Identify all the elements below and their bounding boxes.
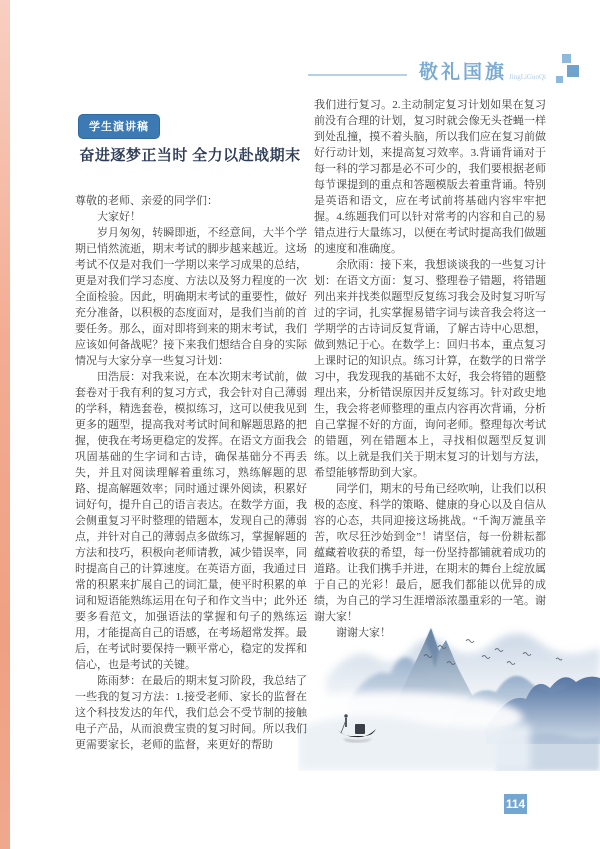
- paragraph: 田浩辰：对我来说，在本次期末考试前，做套卷对于我有利的复习方式，我会针对自己薄弱的学科，精选套卷，模拟练习，这可以使我见到更多的题型，提高我对考试时间和解题思路的把握，使我在考场更稳定的发挥。在语文方面我会巩固基础的生字词和古诗，确保基础分不再丢失，并且对阅读理解着重练习，熟练解题的思路、提高解题效率；同时通过课外阅读，积累好词好句，提升自己的语言表达。在数学方面，我会侧重复习平时整理的错题本，发现自己的薄弱点，并针对自己的薄弱点多做练习，掌握解题的方法和技巧，积极向老师请教，减少错误率，同时提高自己的计算速度。在英语方面，我通过日常的积累来扩展自己的词汇量，使平时积累的单词和短语能熟练运用在句子和作文当中；此外还要多看范文，加强语法的掌握和句子的熟练运用，才能提高自己的语感，在考场超常发挥。最后，在考试时要保持一颗平常心，稳定的发挥和信心，也是考试的关键。: [75, 371, 307, 671]
- pixel-squares-icon: [550, 52, 580, 88]
- section-subtitle: JingLiGuoQi: [509, 73, 546, 81]
- paragraph: 大家好！: [97, 211, 141, 223]
- paragraph: 陈雨梦：在最后的期末复习阶段，我总结了一些我的复习方法：1.接受老师、家长的监督在这个科技发达的年代，我们总会不受节制的接触电子产品，从而浪费宝贵的复习时间。所以我们更需要家长，老师的监督，来更好的帮助: [75, 675, 307, 751]
- text-column-left: [75, 193, 307, 753]
- paragraph: 同学们，期末的号角已经吹响，让我们以积极的态度、科学的策略、健康的身心以及自信从容的心态，共同迎接这场挑战。“千淘万漉虽辛苦，吹尽狂沙始到金”！请坚信，每一份耕耘都蕴藏着收获的希望，每一份坚持都铺就着成功的道路。让我们携手并进，在期末的舞台上绽放属于自己的光彩！最后，愿我们都能以优异的成绩，为自己的学习生涯增添浓墨重彩的一笔。谢谢大家！: [314, 483, 546, 623]
- paragraph: 我们进行复习。2.主动制定复习计划如果在复习前没有合理的计划，复习时就会像无头苍蝇一样到处乱撞，摸不着头脑，所以我们应在复习前做好行动计划，来提高复习效率。3.背诵背诵对于每一科的学习都是必不可少的，我们要根据老师每节课提到的重点和答题模版去着重背诵。特别是英语和语文，应在考试前将基础内容牢牢把握。4.练题我们可以针对常考的内容和自己的易错点进行大量练习，以便在考试时提高我们做题的速度和准确度。: [314, 99, 546, 255]
- article-type-badge: 学生演讲稿: [78, 114, 160, 139]
- page-number-badge: 114: [504, 794, 527, 814]
- text-column-right: [314, 97, 546, 641]
- salutation-line: 尊敬的老师、亲爱的同学们：: [75, 195, 218, 207]
- header-divider-line: [308, 74, 407, 76]
- paragraph: 岁月匆匆，转瞬即逝，不经意间，大半个学期已悄然流逝，期末考试的脚步越来越近。这场考试不仅是对我们一学期以来学习成果的总结，更是对我们学习态度、方法以及努力程度的一次全面检验。因此，明确期末考试的重要性，做好充分准备，以积极的态度面对，是我们当前的首要任务。那么，面对即将到来的期末考试，我们应该如何备战呢？接下来我们想结合自身的实际情况与大家分享一些复习计划：: [75, 227, 307, 367]
- article-title: 奋进逐梦正当时 全力以赴战期末: [79, 148, 301, 164]
- paragraph: 余欣雨：接下来，我想谈谈我的一些复习计划：在语文方面：复习、整理卷子错题，将错题列出来并找类似题型反复练习我会及时复习听写过的字词，扎实掌握易错字词与读音我会将这一学期学的古诗词反复背诵，了解古诗中心思想，做到熟记于心。在数学上：回归书本，重点复习上课时记的知识点。练习计算，在数学的日常学习中，我发现我的基础不太好，我会将错的题整理出来，分析错误原因并反复练习。针对政史地生，我会将老师整理的重点内容再次背诵，分析自己掌握不好的方面，询问老师。整理每次考试的错题，列在错题本上，寻找相似题型反复训练。以上就是我们关于期末复习的计划与方法，希望能够帮助到大家。: [314, 259, 546, 479]
- left-gradient-strip: [0, 0, 10, 849]
- closing-line: 谢谢大家！: [336, 627, 391, 639]
- section-title: 敬礼国旗: [419, 61, 508, 83]
- page-header: [308, 50, 580, 90]
